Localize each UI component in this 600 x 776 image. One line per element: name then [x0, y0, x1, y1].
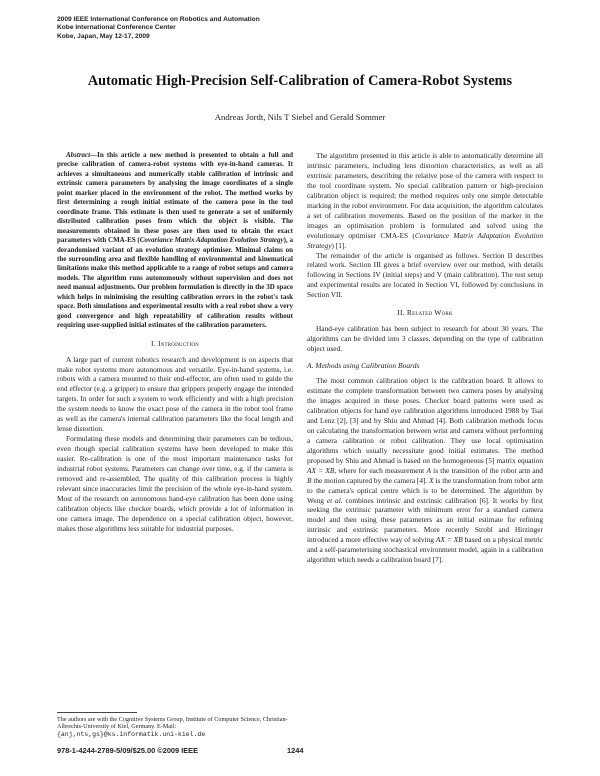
paper-title: Automatic High-Precision Self-Calibration of Camera-Robot Systems	[87, 73, 513, 89]
methods-text-f: combines intrinsic and extrinsic calibration [6]. It works by first seeking the extrinsic parameter with minimum error for a standard camera model and then using these parameters as an initial estimate for refining intrinsic and extrinsic parameters. More recently Strobl and Hirzinger introduced a more effective way of solving	[307, 495, 544, 545]
methods-text-e: is the transformation from robot arm to the camera's optical centre which is to be determined. The algorithm by Weng	[307, 475, 543, 505]
left-column	[57, 151, 293, 534]
methods-text-g: based on a physical metric and a self-parameterising stochastical environment model, again in a calibration algorithm which needs a calibration board [7].	[307, 535, 543, 565]
footnote-rule	[57, 712, 137, 713]
subsection-heading-calibration-boards: A. Methods using Calibration Boards	[307, 361, 420, 371]
right-paragraph-2: The remainder of the article is organised as follows. Section II describes related work. Section III gives a brief overview over our method, with details following in Sections IV (initial steps) and V (main calibration). The test setup and experimental results are located in Section VI, followed by conclusions in Section VII.	[307, 250, 543, 300]
right-paragraph-1	[307, 151, 543, 251]
methods-text-d: the motion captured by the camera [4].	[311, 475, 430, 485]
right-column	[307, 151, 543, 565]
methods-paragraph	[307, 376, 543, 565]
math-a: A	[426, 465, 431, 475]
conference-header	[57, 16, 377, 41]
paper-authors: Andreas Jordt, Nils T Siebel and Gerald Sommer	[214, 112, 386, 122]
footer-isbn: 978-1-4244-2789-5/09/$25.00 ©2009 IEEE	[57, 746, 199, 755]
abstract-text-a: —In this article a new method is presented to obtain a full and precise calibration of camera-robot systems with eye-in-hand cameras. It achieves a simultaneous and numerically stable calibration of intrinsic and extrinsic camera parameters by analysing the image coordinates of a single point marker placed in the environment of the robot. The method works by first determining a rough initial estimate of the camera pose in the tool coordinate frame. This estimate is then used to generate a set of uniformly distributed calibration poses from which the object is visible. The measurements obtained in these poses are then used to obtain the exact parameters with CMA-ES (	[57, 151, 293, 245]
intro-paragraph-1: A large part of current robotics research and development is on aspects that make robot systems more autonomous and versatile. Eye-in-hand systems, i.e. robots with a camera mounted to their end-effector, are often used to guide the end effector (e.g. a gripper) to ensure that grippers properly engage the intended targets. In order for such a system to work efficiently and with a high precision the system needs to know the exact pose of the camera in the robot tool frame as well as the camera's internal calibration parameters like the focal length and lense distortion.	[57, 354, 293, 434]
conference-line-1: 2009 IEEE International Conference on Robotics and Automation	[57, 16, 260, 23]
conference-line-2: Kobe International Conference Center	[57, 24, 176, 32]
methods-text-c: is the transition of the robot arm and	[430, 465, 543, 475]
section-heading-introduction: I. Introduction	[151, 338, 199, 348]
methods-et-al: et al.	[326, 495, 343, 505]
math-x: X	[429, 475, 434, 485]
right-paragraph-1-em: Covariance Matrix Adaptation Evolution Strategy	[307, 230, 543, 250]
math-ax-xb-2: AX = XB	[435, 535, 463, 545]
footnote-email: {anj,nts,gs}@ks.informatik.uni-kiel.de	[57, 730, 206, 738]
right-paragraph-1-a: The algorithm presented in this article is able to automatically determine all intrinsic parameters, including lens distortion characteristics, as well as all extrinsic parameters, describing the relative pose of the camera with respect to the tool coordinate system. No special calibration pattern or high-precision calibration object is required; the method requires only one simple detectable marking in the robot environment. For data acquisition, the algorithm calculates a set of calibration movements. Based on the position of the marker in the images an optimisation problem is formulated and solved using the evolutionary optimiser CMA-ES (	[307, 151, 543, 240]
footer-page-number: 1244	[287, 746, 304, 755]
footnote	[57, 716, 293, 738]
abstract-text-em: Covariance Matrix Adaptation Evolution Strategy	[139, 236, 284, 245]
footnote-affiliation: The authors are with the Cognitive Systems Group, Institute of Computer Science, Christian-Albrechts-University of Kiel, Germany. E-Mail:	[57, 716, 288, 731]
abstract-text-b: ), a derandomised variant of an evolution strategy optimiser. Minimal claims on the surrounding area and flexible handling of environmental and kinematical limitations make this method applicable to a range of robot setups and camera models. The algorithm runs autonomously without supervision and does not need manual adjustments. Our problem formulation is directly in the 3D space which helps in minimising the resulting calibration errors in the robot's task space. Both simulations and experimental results with a real robot show a very good convergence and high repeatability of calibration results without requiring user-supplied initial estimates of the calibration parameters.	[57, 236, 293, 330]
intro-paragraph-2: Formulating these models and determining their parameters can be tedious, even though special calibration systems have been developed to make this easier. Re-calibration is one of the most important maintenance tasks for industrial robot systems. Parameters can change over time, e.g. if the camera is removed and re-assembled. The quality of this calibration process is highly relevant since inaccuracies limit the precision of the whole eye-in-hand system. Most of the research on autonomous hand-eye calibration has been done using calibration objects like checker boards, which provide a lot of information in one camera image. The dependence on a special calibration object, however, makes those algorithms less suitable for industrial purposes.	[57, 434, 293, 533]
math-b: B	[307, 475, 312, 485]
section-heading-related-work: II. Related Work	[397, 308, 453, 318]
right-paragraph-1-b: ) [1].	[331, 240, 347, 250]
related-paragraph-1: Hand-eye calibration has been subject to research for about 30 years. The algorithms can be divided into 3 classes, depending on the type of calibration object used.	[307, 324, 543, 354]
abstract	[57, 151, 293, 331]
abstract-label: Abstract	[66, 151, 91, 159]
math-ax-xb: AX = XB	[307, 465, 335, 475]
methods-text-b: , where for each measurement	[334, 465, 427, 475]
conference-line-3: Kobe, Japan, May 12-17, 2009	[57, 32, 150, 40]
methods-text-a: The most common calibration object is the calibration board. It allows to estimate the complete transformation between two camera poses by analysing the images acquired in these poses. Checker board patterns were used as calibration objects for hand eye calibration algorithms introduced 1988 by Tsai and Lenz [2], [3] and by Shiu and Ahmad [4]. Both calibration methods focus on calculating the transformation between wrist and camera without performing a camera calibration or robot calibration. They use local optimisation algorithms which usually necessitate good initial estimates. The method proposed by Shiu and Ahmad is based on the homogeneous [5] matrix equation	[307, 376, 543, 465]
